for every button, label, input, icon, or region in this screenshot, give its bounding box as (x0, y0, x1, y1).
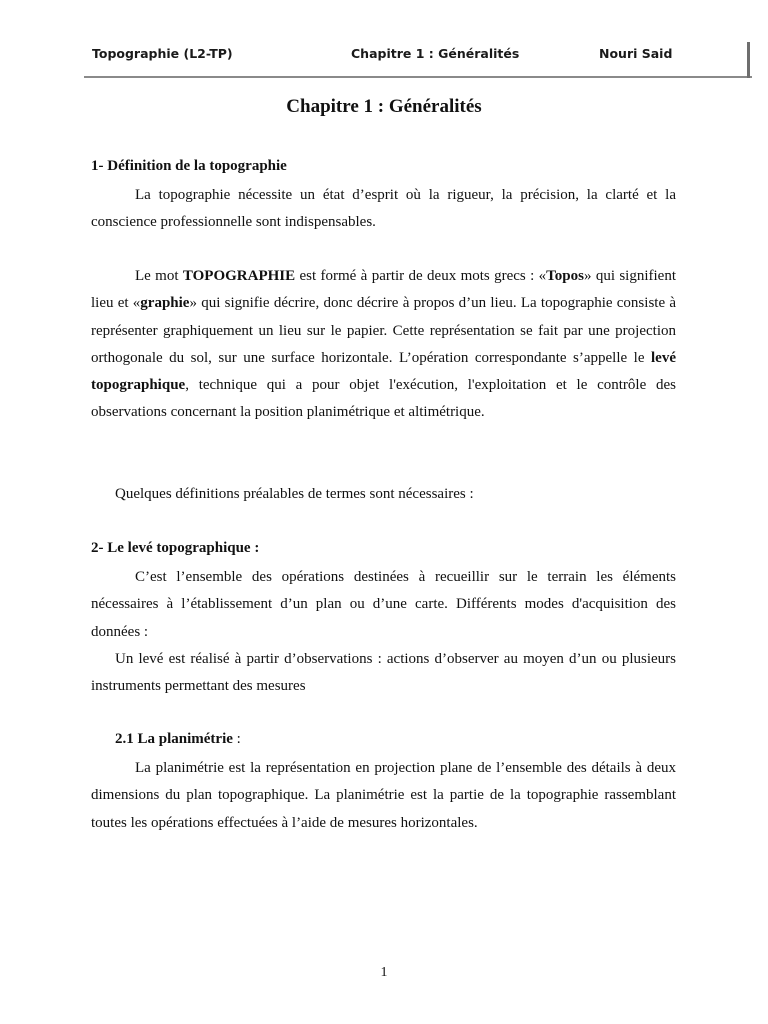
text-run: » qui signifient lieu et « (91, 268, 676, 312)
term-leve-topographique: levé topographique (91, 349, 676, 394)
section-2-paragraph-2: Un levé est réalisé à partir d’observations : actions d’observer au moyen d’un ou plusieurs instruments permettant des mesures (91, 651, 676, 695)
section-2-1-paragraph-1: La planimétrie est la représentation en projection plane de l’ensemble des détails à deux dimensions du plan topographique. La planimétrie est la partie de la topographie rassemblant toutes les opérations effectuées à l’aide de mesures horizontales. (91, 760, 676, 831)
text-run: est formé à partir de deux mots grecs : « (295, 268, 547, 284)
section-2-1-heading-colon: : (232, 731, 241, 747)
section-2-heading: 2- Le levé topographique : (91, 540, 260, 556)
section-1-paragraph-2 (91, 263, 676, 427)
page-number: 1 (380, 965, 388, 980)
text-run: Le mot (135, 268, 183, 284)
text-run: , technique qui a pour objet l'exécution, l'exploitation et le contrôle des observations concernant la position planimétrique et altimétrique. (91, 377, 676, 421)
header-divider (84, 76, 752, 78)
running-header (90, 46, 680, 66)
term-topographie: TOPOGRAPHIE (182, 268, 296, 284)
section-2-1-heading-label: 2.1 La planimétrie (115, 731, 233, 747)
section-2-1-heading (115, 731, 241, 748)
header-chapter-title: Chapitre 1 : Généralités (351, 46, 520, 61)
section-1-paragraph-3: Quelques définitions préalables de termes sont nécessaires : (115, 486, 474, 502)
term-topos: Topos (546, 268, 584, 284)
header-vertical-bar (747, 42, 750, 78)
section-1-heading: 1- Définition de la topographie (91, 158, 287, 174)
term-graphie: graphie (140, 295, 190, 312)
text-run: » qui signifie décrire, donc décrire à propos d’un lieu. La topographie consiste à représenter graphiquement un lieu sur le papier. Cette représentation se fait par une projection orthogonale du sol, sur une surface horizontale. L’opération correspondante s’appelle le (91, 295, 676, 366)
section-2-paragraph-1: C’est l’ensemble des opérations destinées à recueillir sur le terrain les éléments nécessaires à l’établissement d’un plan ou d’une carte. Différents modes d'acquisition des données : (91, 569, 676, 640)
header-author: Nouri Said (599, 46, 673, 61)
header-course-title: Topographie (L2-TP) (92, 46, 233, 61)
section-1-paragraph-1: La topographie nécessite un état d’esprit où la rigueur, la précision, la clarté et la conscience professionnelle sont indispensables. (91, 187, 676, 231)
chapter-title: Chapitre 1 : Généralités (286, 96, 482, 117)
